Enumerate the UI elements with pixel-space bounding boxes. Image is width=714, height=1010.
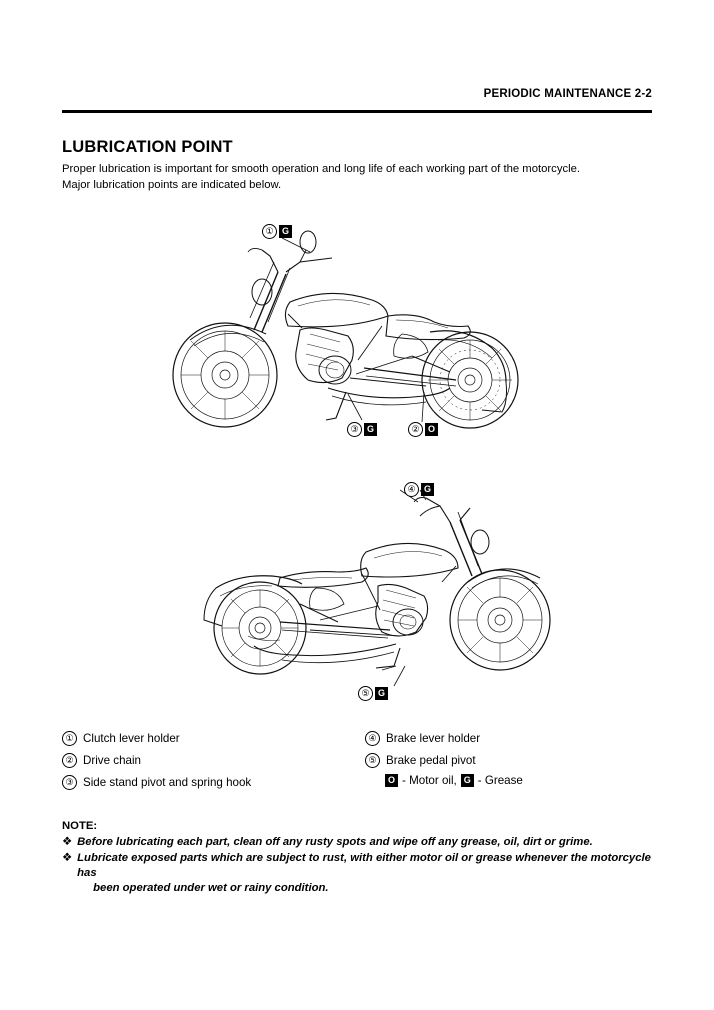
legend-symbols (385, 774, 523, 787)
callout-1-tag: G (279, 225, 292, 238)
legend-item-2-number: ② (62, 753, 77, 768)
note-bullet-icon: ❖ (62, 836, 73, 848)
grease-symbol: G (461, 774, 474, 787)
legend-column-right (365, 730, 523, 787)
intro-line-1: Proper lubrication is important for smooth operation and long life of each working part of the motorcycle. (62, 163, 581, 175)
note-item-2-line-2: been operated under wet or rainy condition. (93, 882, 329, 894)
legend-item-5 (365, 752, 523, 768)
legend-item-3-label: Side stand pivot and spring hook (83, 775, 252, 789)
note-item-2 (62, 851, 662, 896)
motor-oil-label: - Motor oil, (402, 774, 457, 787)
callout-1-number: ① (262, 224, 277, 239)
legend-item-3 (62, 774, 251, 790)
note-title: NOTE: (62, 820, 98, 832)
legend-item-5-number: ⑤ (365, 753, 380, 768)
callout-4-tag: G (421, 483, 434, 496)
note-item-1 (62, 835, 662, 850)
figure-motorcycle-right-side (150, 210, 570, 450)
legend-item-2 (62, 752, 251, 768)
callout-5 (358, 686, 388, 701)
motor-oil-symbol: O (385, 774, 398, 787)
callout-4-number: ④ (404, 482, 419, 497)
intro-paragraph (62, 161, 662, 193)
figure-motorcycle-left-side (150, 470, 590, 710)
legend-item-4-number: ④ (365, 731, 380, 746)
legend-item-1-label: Clutch lever holder (83, 731, 180, 745)
note-item-2-text (77, 851, 662, 896)
callout-2-number: ② (408, 422, 423, 437)
legend-item-4 (365, 730, 523, 746)
grease-label: - Grease (477, 774, 523, 787)
legend-item-3-number: ③ (62, 775, 77, 790)
callout-5-number: ⑤ (358, 686, 373, 701)
callout-3-number: ③ (347, 422, 362, 437)
note-block (62, 820, 662, 897)
legend-item-5-label: Brake pedal pivot (386, 753, 476, 767)
legend-item-1-number: ① (62, 731, 77, 746)
legend-item-4-label: Brake lever holder (386, 731, 481, 745)
running-head: PERIODIC MAINTENANCE 2-2 (483, 88, 652, 100)
page-title: LUBRICATION POINT (62, 138, 233, 156)
note-item-2-line-1: Lubricate exposed parts which are subject to rust, with either motor oil or grease whenever the motorcycle has (77, 852, 651, 879)
callout-3-tag: G (364, 423, 377, 436)
note-bullet-icon-2: ❖ (62, 852, 73, 864)
legend-column-left (62, 730, 251, 796)
callout-4 (404, 482, 434, 497)
callout-3 (347, 422, 377, 437)
callout-1 (262, 224, 292, 239)
intro-line-2: Major lubrication points are indicated below. (62, 179, 282, 191)
note-item-1-text: Before lubricating each part, clean off any rusty spots and wipe off any grease, oil, dirt or grime. (77, 836, 593, 848)
legend-item-1 (62, 730, 251, 746)
legend-item-2-label: Drive chain (83, 753, 141, 767)
callout-2 (408, 422, 438, 437)
callout-5-tag: G (375, 687, 388, 700)
header-divider (62, 110, 652, 113)
callout-2-tag: O (425, 423, 438, 436)
